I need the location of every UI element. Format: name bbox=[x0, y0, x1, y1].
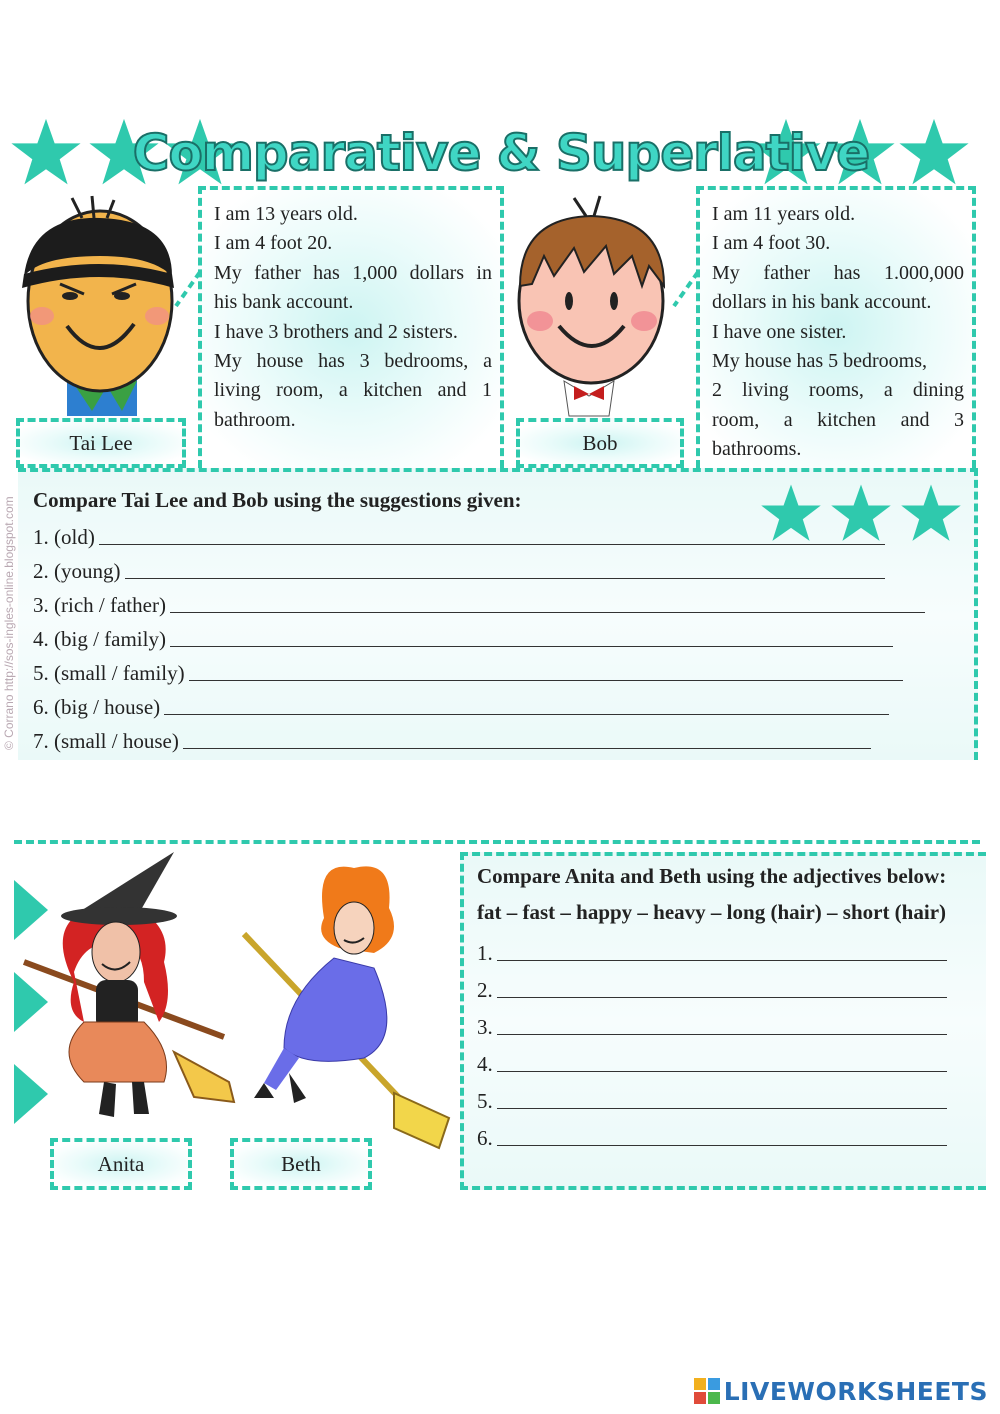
answer-row-4[interactable] bbox=[33, 622, 893, 652]
bio-line: My house has 3 bedrooms, a bbox=[214, 350, 492, 373]
speech-tail-icon bbox=[670, 270, 700, 310]
answer-row-2[interactable] bbox=[33, 554, 885, 584]
bio-line: My father has 1,000 dollars in bbox=[214, 261, 492, 284]
answer-line[interactable] bbox=[189, 680, 903, 681]
answer-row-6[interactable] bbox=[33, 690, 889, 720]
anita-name: Anita bbox=[97, 1151, 145, 1176]
side-credit-text: © Corrano http://sos-ingles-online.blogspot.com bbox=[2, 496, 16, 750]
answer-line[interactable] bbox=[497, 1145, 947, 1146]
beth-name: Beth bbox=[281, 1151, 321, 1176]
beth-illustration bbox=[244, 858, 460, 1148]
logo-icon bbox=[694, 1378, 720, 1404]
answer-prompt: 5. (small / family) bbox=[33, 661, 185, 685]
tai-lee-name: Tai Lee bbox=[69, 430, 133, 455]
bob-bio bbox=[712, 200, 964, 465]
star-icon bbox=[898, 116, 970, 188]
anita-illustration bbox=[24, 852, 238, 1132]
bio-line: his bank account. bbox=[214, 291, 354, 314]
star-icon bbox=[900, 482, 962, 544]
answer-prompt: 6. (big / house) bbox=[33, 695, 161, 719]
answer-row-3[interactable] bbox=[33, 588, 925, 618]
answer-line[interactable] bbox=[497, 1108, 947, 1109]
bob-name-label bbox=[516, 418, 684, 468]
exercise2-adjectives: fat – fast – happy – heavy – long (hair) – short (hair) bbox=[477, 900, 947, 924]
answer-line[interactable] bbox=[170, 646, 893, 647]
bio-line: My house has 5 bedrooms, bbox=[712, 350, 927, 373]
page-title bbox=[132, 112, 870, 192]
tai-lee-portrait bbox=[12, 196, 182, 416]
answer-line[interactable] bbox=[183, 748, 871, 749]
answer-line[interactable] bbox=[497, 960, 947, 961]
bio-line: I am 4 foot 20. bbox=[214, 232, 333, 255]
speech-tail-icon bbox=[172, 270, 202, 310]
answer-prompt: 2. bbox=[477, 978, 493, 1002]
answer-prompt: 3. bbox=[477, 1015, 493, 1039]
bio-line: 2 living rooms, a dining bbox=[712, 379, 964, 402]
bio-line: dollars in his bank account. bbox=[712, 291, 932, 314]
answer-row-5[interactable] bbox=[477, 1084, 947, 1114]
star-icon bbox=[10, 116, 82, 188]
tai-lee-bio-box bbox=[198, 186, 504, 468]
answer-row-2[interactable] bbox=[477, 973, 947, 1003]
tai-lee-bio bbox=[214, 200, 492, 435]
bio-line: living room, a kitchen and 1 bbox=[214, 379, 492, 402]
answer-line[interactable] bbox=[497, 1034, 947, 1035]
bio-line: I am 11 years old. bbox=[712, 203, 856, 225]
section-divider bbox=[14, 840, 980, 844]
bob-name: Bob bbox=[582, 430, 618, 455]
answer-row-5[interactable] bbox=[33, 656, 903, 686]
logo-text: LIVEWORKSHEETS bbox=[723, 1376, 988, 1406]
answer-row-7[interactable] bbox=[33, 724, 871, 754]
answer-line[interactable] bbox=[99, 544, 885, 545]
bio-line: bathrooms. bbox=[712, 438, 802, 461]
answer-prompt: 1. bbox=[477, 941, 493, 965]
beth-name-label bbox=[230, 1138, 372, 1190]
bio-line: I am 13 years old. bbox=[214, 203, 358, 225]
answer-row-4[interactable] bbox=[477, 1047, 947, 1077]
answer-line[interactable] bbox=[497, 1071, 947, 1072]
answer-prompt: 4. (big / family) bbox=[33, 627, 166, 651]
anita-name-label bbox=[50, 1138, 192, 1190]
answer-line[interactable] bbox=[125, 578, 886, 579]
answer-row-1[interactable] bbox=[33, 520, 885, 550]
side-credit bbox=[2, 420, 24, 760]
bio-line: I have 3 brothers and 2 sisters. bbox=[214, 320, 458, 343]
answer-row-1[interactable] bbox=[477, 936, 947, 966]
answer-prompt: 4. bbox=[477, 1052, 493, 1076]
answer-row-3[interactable] bbox=[477, 1010, 947, 1040]
answer-line[interactable] bbox=[170, 612, 925, 613]
answer-prompt: 2. (young) bbox=[33, 559, 121, 583]
bio-line: I am 4 foot 30. bbox=[712, 232, 831, 255]
bio-line: bathroom. bbox=[214, 408, 296, 431]
bio-line: I have one sister. bbox=[712, 320, 847, 343]
liveworksheets-logo[interactable] bbox=[694, 1374, 988, 1408]
answer-row-6[interactable] bbox=[477, 1121, 947, 1151]
exercise2-heading: Compare Anita and Beth using the adjectives below: bbox=[477, 864, 947, 888]
answer-prompt: 5. bbox=[477, 1089, 493, 1113]
answer-line[interactable] bbox=[164, 714, 889, 715]
tai-lee-name-label bbox=[16, 418, 186, 468]
bio-line: room, a kitchen and 3 bbox=[712, 408, 964, 431]
exercise1-heading: Compare Tai Lee and Bob using the suggestions given: bbox=[33, 488, 522, 512]
bob-bio-box bbox=[696, 186, 976, 468]
answer-prompt: 1. (old) bbox=[33, 525, 95, 549]
answer-prompt: 6. bbox=[477, 1126, 493, 1150]
bio-line: My father has 1.000,000 bbox=[712, 261, 964, 284]
page-title-text: Comparative & Superlative bbox=[132, 124, 870, 182]
answer-line[interactable] bbox=[497, 997, 947, 998]
bob-portrait bbox=[514, 196, 674, 416]
answer-prompt: 3. (rich / father) bbox=[33, 593, 166, 617]
answer-prompt: 7. (small / house) bbox=[33, 729, 179, 753]
